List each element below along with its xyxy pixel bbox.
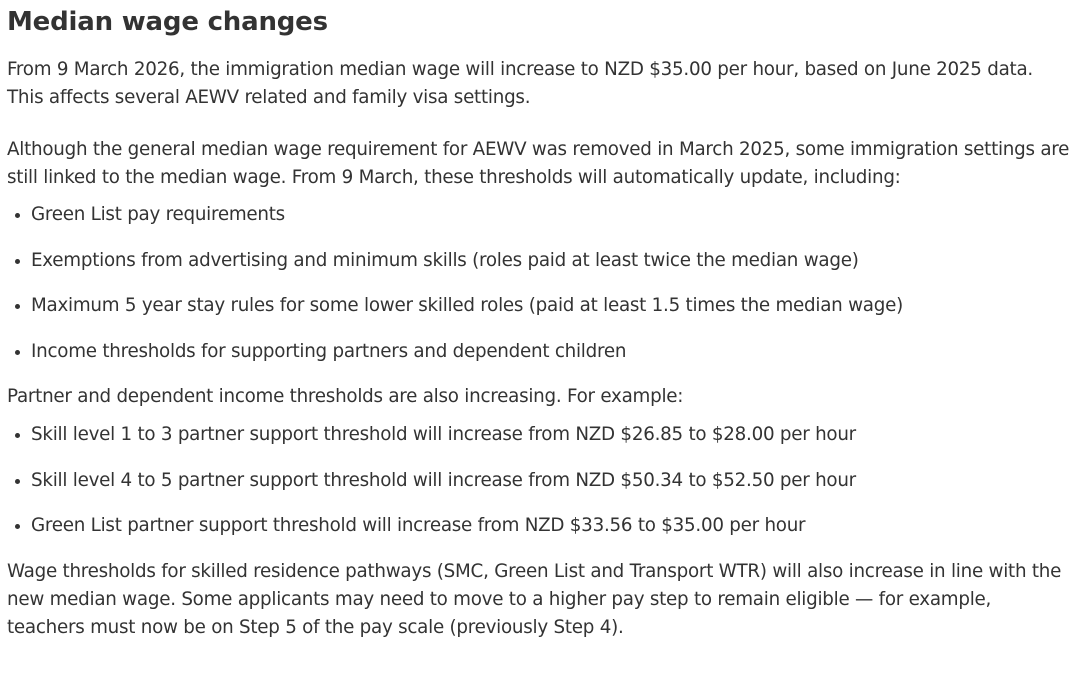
- bullet-icon: [15, 304, 20, 309]
- page-title: Median wage changes: [7, 7, 328, 37]
- list-item: [7, 512, 1074, 540]
- list-item-text: Maximum 5 year stay rules for some lower skilled roles (paid at least 1.5 times the median wage): [31, 295, 903, 316]
- partner-intro-paragraph: Partner and dependent income thresholds are also increasing. For example:: [7, 386, 684, 407]
- list-item: [7, 292, 1074, 320]
- intro-paragraph: From 9 March 2026, the immigration median wage will increase to NZD $35.00 per hour, based on June 2025 data. This affects several AEWV related and family visa settings.: [7, 59, 1033, 108]
- list-item: [7, 338, 1074, 366]
- list-item: [7, 201, 1074, 229]
- list-item-text: Green List partner support threshold will increase from NZD $33.56 to $35.00 per hour: [31, 515, 806, 536]
- list-item-text: Skill level 1 to 3 partner support threshold will increase from NZD $26.85 to $28.00 per hour: [31, 424, 856, 445]
- list-item: [7, 421, 1074, 449]
- list-item: [7, 467, 1074, 495]
- bullet-icon: [15, 259, 20, 264]
- bullet-icon: [15, 479, 20, 484]
- wage-thresholds-paragraph: Wage thresholds for skilled residence pathways (SMC, Green List and Transport WTR) will also increase in line with the new median wage. Some applicants may need to move to a higher pay step to remain eligible — for example, teachers must now be on Step 5 of the pay scale (previously Step 4).: [7, 560, 1062, 638]
- list-item-text: Income thresholds for supporting partners and dependent children: [31, 340, 627, 362]
- list-item: [7, 247, 1074, 275]
- list-item-text: Skill level 4 to 5 partner support threshold will increase from NZD $50.34 to $52.50 per hour: [31, 469, 856, 491]
- thresholds-list: [7, 201, 1074, 366]
- bullet-icon: [15, 433, 20, 438]
- bullet-icon: [15, 524, 20, 529]
- bullet-icon: [15, 213, 20, 218]
- although-paragraph: Although the general median wage requirement for AEWV was removed in March 2025, some immigration settings are still linked to the median wage. From 9 March, these thresholds will automatically update, including:: [7, 139, 1070, 188]
- partner-examples-list: [7, 421, 1074, 540]
- bullet-icon: [15, 350, 20, 355]
- list-item-text: Green List pay requirements: [31, 204, 285, 225]
- list-item-text: Exemptions from advertising and minimum skills (roles paid at least twice the median wage): [31, 249, 859, 271]
